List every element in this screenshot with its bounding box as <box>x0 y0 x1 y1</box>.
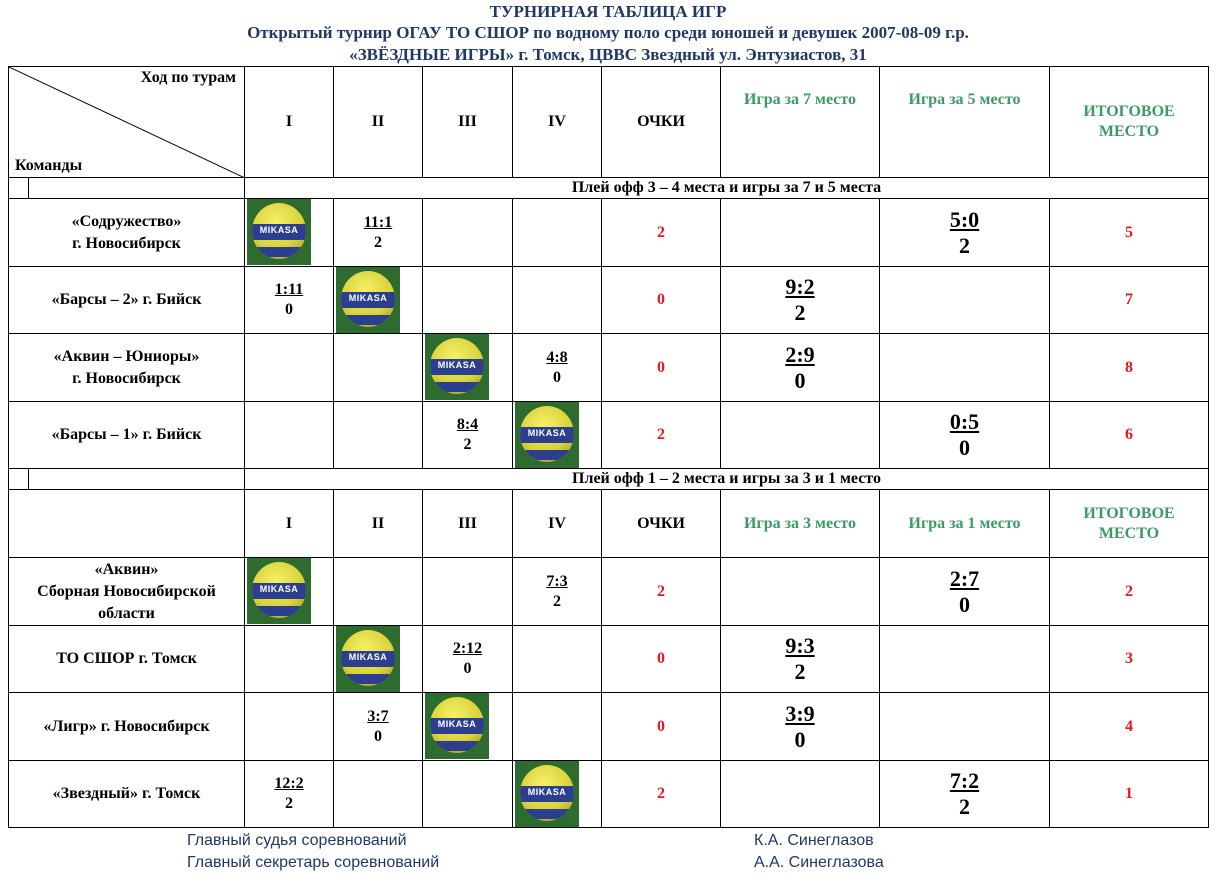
final-place-value: 8 <box>1050 334 1209 402</box>
table-row <box>9 267 1209 334</box>
points-header: ОЧКИ <box>602 67 721 178</box>
final-place-header <box>1050 490 1209 558</box>
final-place-value: 6 <box>1050 402 1209 469</box>
round-header-1: I <box>245 67 334 178</box>
water-polo-ball-icon: MIKASA <box>336 267 400 333</box>
team-name: «Лигр» г. Новосибирск <box>9 693 245 761</box>
score-cell: $\frac{7:3}{2}$ <box>513 558 602 626</box>
score-cell: $\frac{2:12}{0}$ <box>423 626 513 693</box>
final-place-value: 1 <box>1050 761 1209 828</box>
self-cell <box>423 334 513 402</box>
table-row <box>9 693 1209 761</box>
empty-cell <box>423 199 513 267</box>
empty-cell <box>880 693 1050 761</box>
team-name: «Содружество» г. Новосибирск <box>9 199 245 267</box>
game-score-cell: $\frac{3:9}{0}$ <box>721 693 880 761</box>
header-row-2 <box>9 490 1209 558</box>
round-header-2: II <box>334 67 423 178</box>
judge-label: Главный судья соревнований <box>187 832 407 849</box>
water-polo-ball-icon: MIKASA <box>515 761 579 827</box>
section-title-1: Плей офф 3 – 4 места и игры за 7 и 5 места <box>245 178 1209 199</box>
points-value: 2 <box>602 558 721 626</box>
round-header-4: IV <box>513 490 602 558</box>
round-header-4: IV <box>513 67 602 178</box>
self-cell <box>245 199 334 267</box>
score-cell: $\frac{11:1}{2}$ <box>334 199 423 267</box>
empty-cell <box>721 402 880 469</box>
points-header: ОЧКИ <box>602 490 721 558</box>
section-row-1 <box>9 178 1209 199</box>
self-cell <box>334 626 423 693</box>
empty-cell <box>423 761 513 828</box>
empty-cell <box>245 626 334 693</box>
final-place-label-2: МЕСТО <box>1098 524 1160 542</box>
empty-cell <box>513 199 602 267</box>
self-cell <box>513 402 602 469</box>
empty-cell <box>245 693 334 761</box>
final-place-value: 7 <box>1050 267 1209 334</box>
final-place-label-1: ИТОГОВОЕ <box>1083 504 1175 522</box>
corner-rounds-label: Ход по турам <box>140 69 236 86</box>
empty-cell <box>334 558 423 626</box>
self-cell <box>513 761 602 828</box>
game-score-cell: $\frac{2:7}{0}$ <box>880 558 1050 626</box>
self-cell <box>423 693 513 761</box>
points-value: 0 <box>602 693 721 761</box>
section-spacer <box>9 469 29 490</box>
empty-cell <box>513 626 602 693</box>
tournament-table <box>8 66 1209 828</box>
final-place-value: 3 <box>1050 626 1209 693</box>
empty-cell <box>334 334 423 402</box>
empty-cell <box>721 558 880 626</box>
points-value: 0 <box>602 626 721 693</box>
judge-name: К.А. Синеглазов <box>754 832 874 849</box>
self-cell <box>334 267 423 334</box>
empty-cell <box>334 402 423 469</box>
round-header-2: II <box>334 490 423 558</box>
points-value: 2 <box>602 199 721 267</box>
empty-cell <box>334 761 423 828</box>
empty-cell <box>721 761 880 828</box>
team-name: ТО СШОР г. Томск <box>9 626 245 693</box>
water-polo-ball-icon: MIKASA <box>425 334 489 400</box>
team-name: «Барсы – 1» г. Бийск <box>9 402 245 469</box>
empty-cell <box>880 334 1050 402</box>
team-name: «Звездный» г. Томск <box>9 761 245 828</box>
round-header-3: III <box>423 67 513 178</box>
points-value: 0 <box>602 267 721 334</box>
game-3-header: Игра за 3 место <box>721 490 880 558</box>
table-row <box>9 199 1209 267</box>
round-header-1: I <box>245 490 334 558</box>
water-polo-ball-icon: MIKASA <box>515 402 579 468</box>
self-cell <box>245 558 334 626</box>
team-name: «Аквин – Юниоры» г. Новосибирск <box>9 334 245 402</box>
water-polo-ball-icon: MIKASA <box>247 558 311 624</box>
empty-cell <box>423 267 513 334</box>
empty-cell <box>245 402 334 469</box>
table-row <box>9 334 1209 402</box>
final-place-header <box>1050 67 1209 178</box>
section-row-2 <box>9 469 1209 490</box>
final-place-label-2: МЕСТО <box>1098 123 1160 140</box>
game-7-header: Игра за 7 место <box>721 67 880 178</box>
score-cell: $\frac{8:4}{2}$ <box>423 402 513 469</box>
round-header-3: III <box>423 490 513 558</box>
game-5-header: Игра за 5 место <box>880 67 1050 178</box>
score-cell: $\frac{3:7}{0}$ <box>334 693 423 761</box>
empty-cell <box>721 199 880 267</box>
tournament-subtitle: Открытый турнир ОГАУ ТО СШОР по водному поло среди юношей и девушек 2007-08-09 г.р. <box>247 23 969 42</box>
team-name: «Барсы – 2» г. Бийск <box>9 267 245 334</box>
empty-cell <box>880 626 1050 693</box>
section-title-2: Плей офф 1 – 2 места и игры за 3 и 1 место <box>245 469 1209 490</box>
table-row <box>9 761 1209 828</box>
empty-cell <box>423 558 513 626</box>
game-1-header: Игра за 1 место <box>880 490 1050 558</box>
tournament-venue: «ЗВЁЗДНЫЕ ИГРЫ» г. Томск, ЦВВС Звездный ул. Энтузиастов, 31 <box>349 45 867 64</box>
team-name: «Аквин» Сборная Новосибирской области <box>9 558 245 626</box>
header-row <box>9 67 1209 178</box>
game-score-cell: $\frac{5:0}{2}$ <box>880 199 1050 267</box>
final-place-value: 4 <box>1050 693 1209 761</box>
final-place-value: 2 <box>1050 558 1209 626</box>
table-row <box>9 626 1209 693</box>
water-polo-ball-icon: MIKASA <box>336 626 400 692</box>
game-score-cell: $\frac{9:2}{2}$ <box>721 267 880 334</box>
section-spacer <box>9 178 29 199</box>
points-value: 2 <box>602 402 721 469</box>
water-polo-ball-icon: MIKASA <box>247 199 311 265</box>
table-row <box>9 558 1209 626</box>
score-cell: $\frac{12:2}{2}$ <box>245 761 334 828</box>
empty-cell <box>880 267 1050 334</box>
table-row <box>9 402 1209 469</box>
secretary-label: Главный секретарь соревнований <box>187 854 440 871</box>
final-place-value: 5 <box>1050 199 1209 267</box>
empty-cell <box>513 693 602 761</box>
empty-header <box>9 490 245 558</box>
game-score-cell: $\frac{9:3}{2}$ <box>721 626 880 693</box>
final-place-label-1: ИТОГОВОЕ <box>1083 103 1175 120</box>
secretary-name: А.А. Синеглазова <box>754 854 884 871</box>
game-score-cell: $\frac{0:5}{0}$ <box>880 402 1050 469</box>
game-score-cell: $\frac{7:2}{2}$ <box>880 761 1050 828</box>
corner-cell <box>9 67 245 178</box>
water-polo-ball-icon: MIKASA <box>425 693 489 759</box>
page-title: ТУРНИРНАЯ ТАБЛИЦА ИГР <box>489 2 727 21</box>
empty-cell <box>513 267 602 334</box>
points-value: 0 <box>602 334 721 402</box>
score-cell: $\frac{4:8}{0}$ <box>513 334 602 402</box>
corner-teams-label: Команды <box>15 157 83 174</box>
score-cell: $\frac{1:11}{0}$ <box>245 267 334 334</box>
points-value: 2 <box>602 761 721 828</box>
empty-cell <box>245 334 334 402</box>
game-score-cell: $\frac{2:9}{0}$ <box>721 334 880 402</box>
